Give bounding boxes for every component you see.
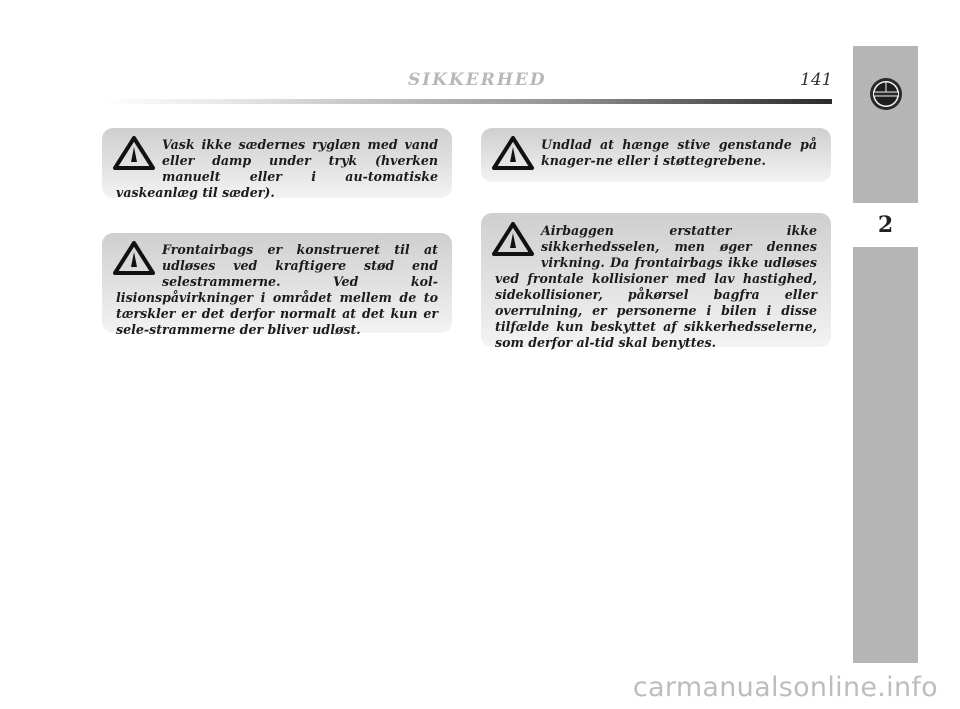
watermark-text: carmanualsonline.info [632,672,938,703]
chapter-sidebar [853,46,918,663]
warning-text: Airbaggen erstatter ikke sikkerhedsselen, men øger dennes virkning. Da frontairbags ikke udløses ved frontale kollisioner med lav hastighed, sidekollisioner, påkørsel bagfra eller overrulning, er personerne i bilen i disse tilfælde kun beskyttet af sikkerhedsselerne, som derfor al-tid skal benyttes. [495,223,817,350]
warning-box-seat-washing [102,128,452,198]
page-number: 141 [800,70,833,90]
warning-box-frontairbags [102,233,452,337]
section-title: SIKKERHED [408,70,547,90]
header-divider [100,99,832,104]
warning-triangle-icon [491,135,535,171]
chapter-tab[interactable]: 2 [853,203,918,247]
sidebar-lower [853,250,918,663]
warning-triangle-icon [491,221,535,257]
sidebar-logo-area [853,46,918,200]
watermark [0,672,960,703]
lancia-logo-icon [868,76,904,112]
warning-box-hooks [481,128,831,182]
warning-triangle-icon [112,135,156,171]
warning-text: Frontairbags er konstrueret til at udløses ved kraftigere stød end selestrammerne. Ved kol-lisionspåvirkninger i området mellem de to tærskler er det derfor normalt at det kun er sele-strammerne der bliver udløst. [116,242,438,337]
warning-box-airbag-seatbelt [481,213,831,350]
warning-text: Vask ikke sædernes ryglæn med vand eller damp under tryk (hverken manuelt eller i au-tomatiske vaskeanlæg til sæder). [116,137,438,200]
warning-triangle-icon [112,240,156,276]
warning-text: Undlad at hænge stive genstande på knager-ne eller i støttegrebene. [541,137,817,168]
